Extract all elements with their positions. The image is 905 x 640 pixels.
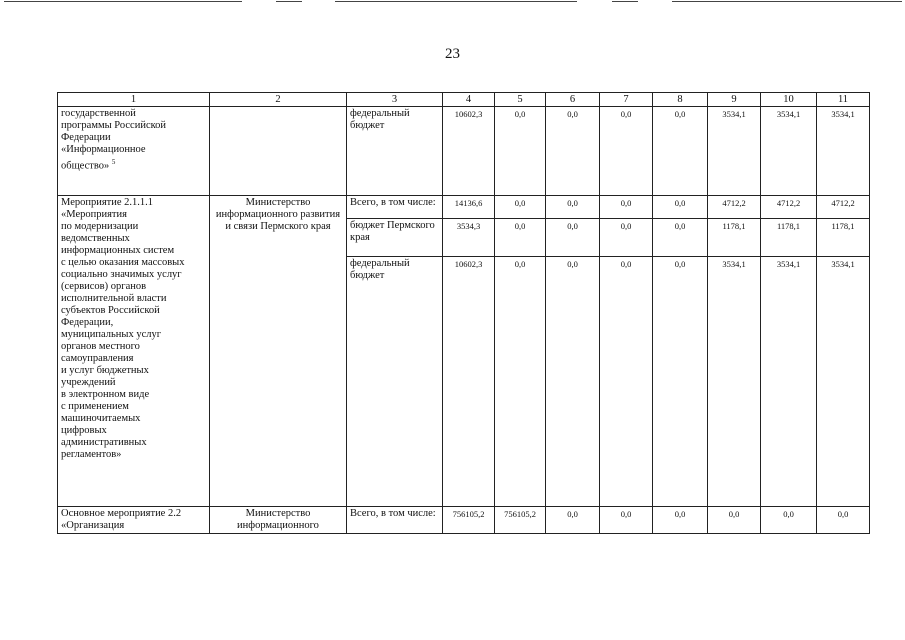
value-cell: 0,0: [600, 196, 653, 219]
description-line: Федерации: [61, 132, 111, 143]
executor-cell: Министерство информационного развития и связи Пермского края: [210, 196, 347, 507]
column-header: 8: [653, 93, 708, 107]
value-cell: 0,0: [600, 219, 653, 257]
activity-description-cell: [58, 196, 210, 507]
description-line: «Информационное: [61, 144, 146, 155]
scan-artifact-line: [276, 1, 302, 2]
value-cell: 4712,2: [817, 196, 870, 219]
description-line: регламентов»: [61, 449, 122, 460]
description-line: учреждений: [61, 377, 116, 388]
scan-artifact-line: [612, 1, 638, 2]
value-cell: 3534,3: [443, 219, 495, 257]
column-header: 1: [58, 93, 210, 107]
column-header: 4: [443, 93, 495, 107]
value-cell: 3534,1: [761, 257, 817, 507]
program-description-cell: [58, 107, 210, 196]
value-cell: 0,0: [653, 107, 708, 196]
value-cell: 14136,6: [443, 196, 495, 219]
description-line: самоуправления: [61, 353, 134, 364]
value-cell: 0,0: [546, 507, 600, 534]
funding-source-cell: Всего, в том числе:: [347, 507, 443, 534]
description-line: «Мероприятия: [61, 209, 127, 220]
value-cell: 0,0: [600, 107, 653, 196]
scan-artifact-line: [672, 1, 902, 2]
value-cell: 10602,3: [443, 107, 495, 196]
funding-source-cell: федеральный бюджет: [347, 107, 443, 196]
description-line: органов местного: [61, 341, 140, 352]
value-cell: 3534,1: [817, 107, 870, 196]
value-cell: 0,0: [546, 196, 600, 219]
description-line: машиночитаемых: [61, 413, 141, 424]
description-line: с целью оказания массовых: [61, 257, 185, 268]
executor-cell: [210, 107, 347, 196]
value-cell: 3534,1: [708, 257, 761, 507]
scan-artifact-line: [4, 1, 242, 2]
value-cell: 0,0: [495, 219, 546, 257]
description-line: цифровых: [61, 425, 107, 436]
footnote-mark: 5: [111, 158, 116, 166]
value-cell: 0,0: [653, 196, 708, 219]
value-cell: 0,0: [546, 257, 600, 507]
value-cell: 4712,2: [761, 196, 817, 219]
column-header: 3: [347, 93, 443, 107]
funding-source-cell: бюджет Пермского края: [347, 219, 443, 257]
column-header: 6: [546, 93, 600, 107]
table-row: [58, 107, 870, 196]
value-cell: 0,0: [495, 257, 546, 507]
column-header: 5: [495, 93, 546, 107]
value-cell: 0,0: [653, 507, 708, 534]
activity-description-cell: Основное мероприятие 2.2 «Организация: [58, 507, 210, 534]
column-header: 11: [817, 93, 870, 107]
value-cell: 0,0: [708, 507, 761, 534]
value-cell: 0,0: [761, 507, 817, 534]
header-row: [58, 93, 870, 107]
value-cell: 3534,1: [817, 257, 870, 507]
description-line: муниципальных услуг: [61, 329, 162, 340]
funding-source-cell: Всего, в том числе:: [347, 196, 443, 219]
value-cell: 0,0: [600, 257, 653, 507]
description-line: административных: [61, 437, 147, 448]
budget-table: [57, 92, 870, 534]
funding-source-cell: федеральный бюджет: [347, 257, 443, 507]
description-line: Федерации,: [61, 317, 114, 328]
value-cell: 10602,3: [443, 257, 495, 507]
description-line: и услуг бюджетных: [61, 365, 149, 376]
value-cell: 0,0: [817, 507, 870, 534]
description-line: (сервисов) органов: [61, 281, 147, 292]
value-cell: 1178,1: [817, 219, 870, 257]
value-cell: 756105,2: [443, 507, 495, 534]
value-cell: 3534,1: [708, 107, 761, 196]
value-cell: 1178,1: [761, 219, 817, 257]
executor-cell: Министерство информационного: [210, 507, 347, 534]
value-cell: 4712,2: [708, 196, 761, 219]
description-line: общество»: [61, 160, 110, 172]
description-line: государственной: [61, 108, 136, 119]
description-line: ведомственных: [61, 233, 130, 244]
value-cell: 0,0: [653, 257, 708, 507]
value-cell: 3534,1: [761, 107, 817, 196]
page-number: 23: [445, 46, 460, 62]
description-line: по модернизации: [61, 221, 139, 232]
description-line-last: [61, 156, 206, 173]
description-line: исполнительной власти: [61, 293, 167, 304]
description-line: с применением: [61, 401, 129, 412]
description-line: информационных систем: [61, 245, 175, 256]
column-header: 7: [600, 93, 653, 107]
value-cell: 0,0: [495, 107, 546, 196]
column-header: 10: [761, 93, 817, 107]
description-line: субъектов Российской: [61, 305, 160, 316]
value-cell: 0,0: [546, 219, 600, 257]
table-row: [58, 507, 870, 534]
value-cell: 1178,1: [708, 219, 761, 257]
value-cell: 0,0: [546, 107, 600, 196]
scan-artifact-line: [335, 1, 577, 2]
description-line: программы Российской: [61, 120, 167, 131]
column-header: 9: [708, 93, 761, 107]
description-line: в электронном виде: [61, 389, 150, 400]
value-cell: 0,0: [600, 507, 653, 534]
table-row: [58, 196, 870, 219]
value-cell: 0,0: [653, 219, 708, 257]
description-line: Мероприятие 2.1.1.1: [61, 197, 154, 208]
description-line: социально значимых услуг: [61, 269, 182, 280]
column-header: 2: [210, 93, 347, 107]
value-cell: 756105,2: [495, 507, 546, 534]
value-cell: 0,0: [495, 196, 546, 219]
